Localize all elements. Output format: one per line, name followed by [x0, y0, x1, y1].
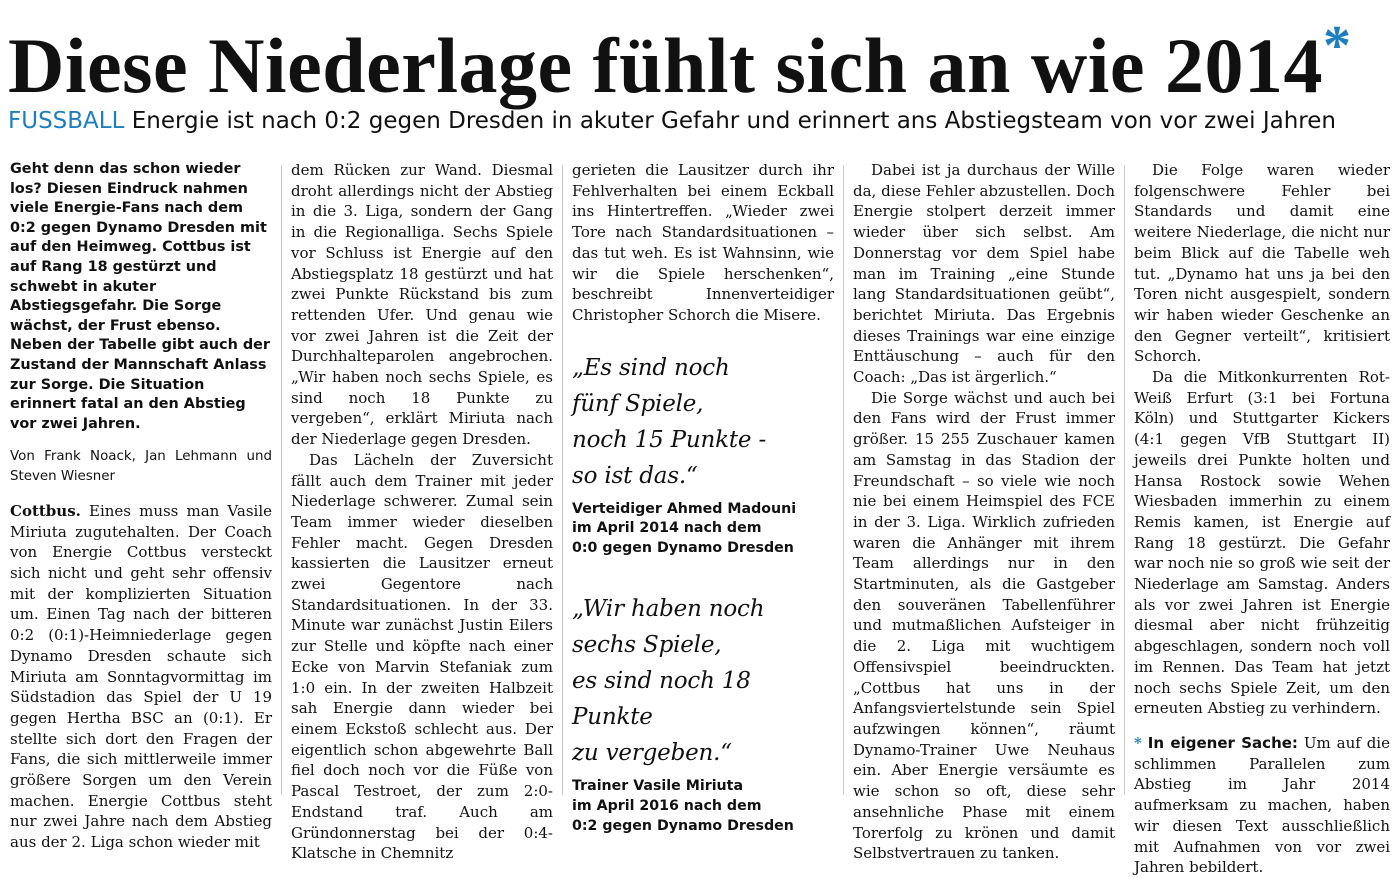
column-3: [572, 160, 834, 834]
lead-paragraph: Geht denn das schon wieder los? Diesen Eindruck nahmen viele Energie-Fans nach dem 0:2 gegen Dynamo Dresden mit auf den Heimweg. Cottbus ist auf Rang 18 gestürzt und schwebt in akuter Abstiegsgefahr. Die Sorge wächst, der Frust ebenso. Neben der Tabelle gibt auch der Zustand der Mannschaft Anlass zur Sorge. Die Situation erinnert fatal an den Abstieg vor zwei Jahren.: [10, 161, 270, 432]
column-rule: [562, 165, 563, 795]
body-paragraph: Das Lächeln der Zuversicht fällt auch dem Trainer mit jeder Niederlage schwerer. Zumal sein Team immer wieder dieselben Fehler macht. Gegen Dresden kassierten die Lausitzer erneut zwei Gegentore nach Standardsituationen. In der 33. Minute war zunächst Justin Eilers zur Stelle und köpfte nach einer Ecke von Marvin Stefaniak zum 1:0 ein. In der zweiten Halbzeit sah Energie dann wieder bei einem Eckstoß schlecht aus. Der eigentlich schon abgewehrte Ball fiel doch noch vor die Füße von Pascal Testroet, der zum 2:0-Endstand traf. Auch am Gründonnerstag bei der 0:4-Klatsche in Chemnitz: [291, 450, 553, 863]
quote-attribution: im April 2016 nach dem: [572, 797, 762, 814]
headline-text: Diese Niederlage fühlt sich an wie 2014: [8, 22, 1324, 109]
subheadline-text: Energie ist nach 0:2 gegen Dresden in akuter Gefahr und erinnert ans Abstiegsteam von vor zwei Jahren: [131, 108, 1336, 134]
body-paragraph: Die Folge waren wieder folgenschwere Fehler bei Standards und damit eine weitere Niederlage, die nicht nur beim Blick auf die Tabelle weh tut. „Dynamo hat uns ja bei den Toren nicht ausgespielt, sondern wir haben wieder Geschenke an den Gegner verteilt“, kritisiert Schorch.: [1134, 161, 1390, 366]
column-rule: [843, 165, 844, 795]
column-4: [853, 160, 1115, 863]
column-2: [291, 160, 553, 863]
editor-note: [1134, 733, 1390, 878]
quote-line: fünf Spiele,: [572, 390, 704, 417]
note-label: In eigener Sache:: [1147, 733, 1298, 752]
quote-attribution: im April 2014 nach dem: [572, 520, 762, 537]
quote-line: es sind noch 18 Punkte: [572, 668, 751, 731]
body-paragraph: dem Rücken zur Wand. Diesmal droht allerdings nicht der Abstieg in die 3. Liga, sondern der Gang in die Regionalliga. Sechs Spiele vor Schluss ist Energie auf den Abstiegsplatz 18 gestürzt und hat zwei Punkte Rückstand bis zum rettenden Ufer. Und genau wie vor zwei Jahren ist die Zeit der Durchhalteparolen angebrochen. „Wir haben noch sechs Spiele, es sind noch 18 Punkte zu vergeben“, erklärt Miriuta nach der Niederlage gegen Dresden.: [291, 161, 553, 449]
note-asterisk: *: [1134, 733, 1142, 752]
subheadline: [8, 103, 1398, 139]
quote-line: sechs Spiele,: [572, 632, 722, 659]
quote-attribution: Trainer Vasile Miriuta: [572, 778, 744, 795]
column-1: [10, 160, 272, 852]
column-5: [1134, 160, 1390, 877]
quote-attribution: 0:2 gegen Dynamo Dresden: [572, 817, 794, 834]
kicker: FUSSBALL: [8, 108, 125, 134]
column-rule: [1124, 165, 1125, 795]
body-paragraph: Da die Mitkonkurrenten Rot-Weiß Erfurt (3:1 bei Fortuna Köln) und Stuttgarter Kickers (4:1 gegen VfB Stuttgart II) jeweils drei Punkte holten und Hansa Rostock sowie Wehen Wiesbaden immerhin zu einem Remis kamen, ist Energie auf Rang 18 gestürzt. Die Gefahr war noch nie so groß wie seit der Niederlage am Samstag. Anders als vor zwei Jahren ist Energie diesmal aber nicht frühzeitig abgeschlagen, sondern noch voll im Rennen. Das Team hat jetzt noch sechs Spiele Zeit, um den erneuten Abstieg zu verhindern.: [1134, 368, 1390, 718]
headline: [8, 2, 1398, 110]
body-paragraph: gerieten die Lausitzer durch ihr Fehlverhalten bei einem Eckball ins Hintertreffen. „Wieder zwei Tore nach Standardsituationen – das tut weh. Es ist Wahnsinn, wie wir die Spiele herschenken“, beschreibt Innenverteidiger Christopher Schorch die Misere.: [572, 161, 834, 324]
quote-line: so ist das.“: [572, 462, 698, 489]
quote-line: „Es sind noch: [572, 354, 730, 381]
pull-quote-2016: [572, 591, 834, 836]
headline-asterisk: *: [1323, 15, 1352, 77]
column-rule: [281, 165, 282, 795]
body-text: Eines muss man Vasile Miriuta zugutehalten. Der Coach von Energie Cottbus versteckt sich nicht und geht sehr offensiv mit der komplizierten Situation um. Einen Tag nach der bitteren 0:2 (0:1)-Heimniederlage gegen Dynamo Dresden schaute sich Miriuta am Sonntagvormittag im Südstadion das Spiel der U 19 gegen Hertha BSC an (0:1). Er stellte sich dort den Fragen der Fans, die sich mittlerweile immer größere Sorgen um den Verein machen. Energie Cottbus steht nur zwei Jahre nach dem Abstieg aus der 2. Liga schon wieder mit: [10, 501, 272, 852]
quote-line: noch 15 Punkte -: [572, 426, 767, 453]
body-paragraph: [10, 501, 272, 853]
dateline: Cottbus.: [10, 501, 81, 520]
byline: Von Frank Noack, Jan Lehmann und Steven Wiesner: [10, 449, 272, 485]
quote-line: zu vergeben.“: [572, 740, 732, 767]
note-text: Um auf die schlimmen Parallelen zum Abstieg im Jahr 2014 aufmerksam zu machen, haben wir diesen Text ausschließlich mit Aufnahmen von vor zwei Jahren bebildert.: [1134, 733, 1390, 877]
body-paragraph: Dabei ist ja durchaus der Wille da, diese Fehler abzustellen. Doch Energie stolpert derzeit immer wieder über sich selbst. Am Donnerstag vor dem Spiel habe man im Training „eine Stunde lang Standardsituationen geübt“, berichtet Miriuta. Das Ergebnis dieses Trainings war eine einzige Enttäuschung – auch für den Coach: „Das ist ärgerlich.“: [853, 161, 1115, 387]
quote-attribution: 0:0 gegen Dynamo Dresden: [572, 540, 794, 557]
quote-line: „Wir haben noch: [572, 596, 765, 623]
pull-quote-2014: [572, 350, 834, 559]
body-paragraph: Die Sorge wächst und auch bei den Fans wird der Frust immer größer. 15 255 Zuschauer kamen am Samstag in das Stadion der Freundschaft – so viele wie noch nie bei einem Heimspiel des FCE in der 3. Liga. Wirklich zufrieden waren die Anhänger mit ihrem Team allerdings nur in den Startminuten, als die Gastgeber den souveränen Tabellenführer und mutmaßlichen Aufsteiger in die 2. Liga mit wuchtigem Offensivspiel beeindruckten. „Cottbus hat uns in der Anfangsviertelstunde sein Spiel aufzwingen können“, räumt Dynamo-Trainer Uwe Neuhaus ein. Aber Energie versäumte es wie schon so oft, diese sehr ansehnliche Phase mit einem Torerfolg zu krönen und damit Selbstvertrauen zu tanken.: [853, 388, 1115, 863]
quote-attribution: Verteidiger Ahmed Madouni: [572, 500, 797, 517]
